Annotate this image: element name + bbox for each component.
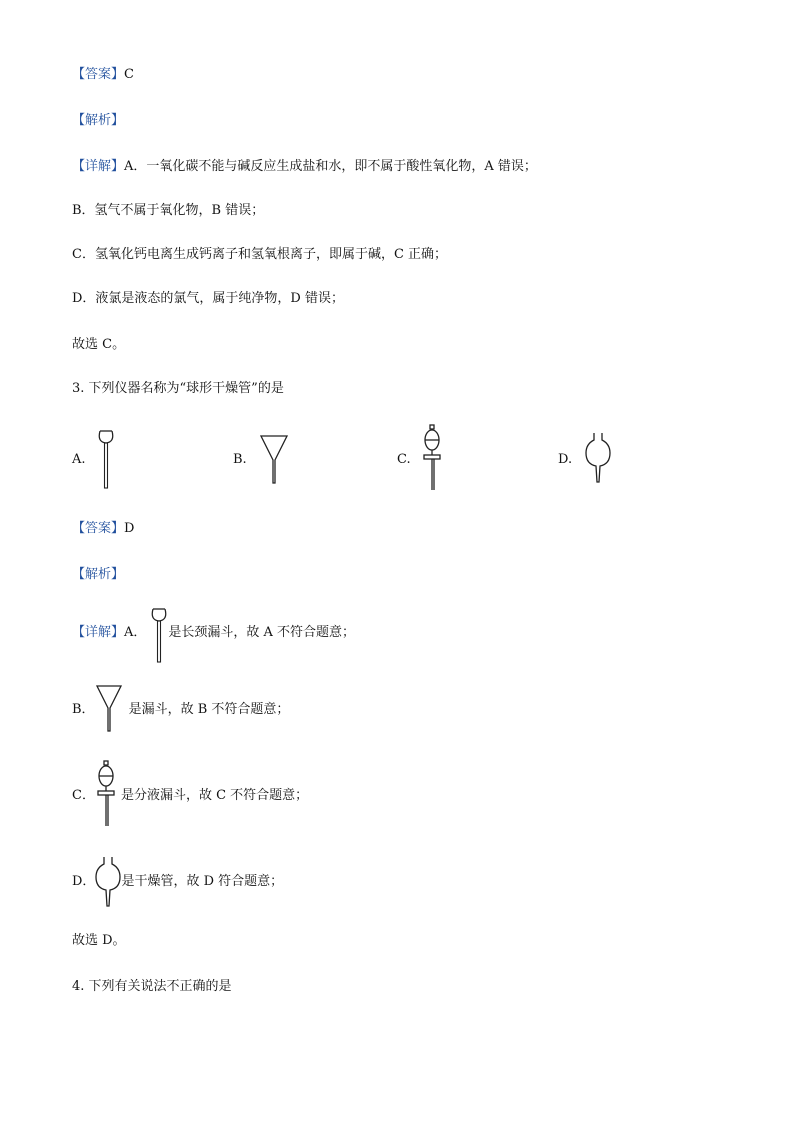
detail-tag: 【详解】 (72, 625, 125, 640)
answer-tag: 【答案】 (72, 67, 125, 82)
option-b-label: B. (233, 452, 247, 467)
detail-b-text: 是漏斗，故 B 不符合题意； (128, 702, 290, 717)
q3-detail-a (72, 624, 355, 642)
detail-c-text: 是分液漏斗，故 C 不符合题意； (120, 788, 309, 803)
q2-detail-a (72, 158, 537, 176)
funnel-icon (258, 434, 290, 486)
long-neck-funnel-icon (94, 424, 118, 490)
separatory-funnel-icon (92, 760, 120, 830)
option-c-label: C. (397, 452, 411, 467)
long-neck-funnel-icon (147, 602, 171, 664)
q4-stem: 4. 下列有关说法不正确的是 (72, 979, 232, 994)
q2-answer-line (72, 66, 134, 84)
option-a-label: A. (72, 452, 86, 467)
option-d-label: D. (558, 452, 573, 467)
q2-conclusion: 故选 C。 (72, 337, 126, 352)
detail-c-label: C． (72, 788, 95, 803)
detail-d-text: 是干燥管，故 D 符合题意； (121, 874, 284, 889)
drying-tube-icon (584, 432, 614, 486)
separatory-funnel-icon (418, 424, 446, 494)
answer-value: D (124, 521, 135, 536)
detail-a-text: A．一氧化碳不能与碱反应生成盐和水，即不属于酸性氧化物，A 错误； (124, 159, 537, 174)
q3-stem: 3. 下列仪器名称为“球形干燥管”的是 (72, 381, 284, 396)
detail-d-label: D． (72, 874, 96, 889)
detail-a-text: 是长颈漏斗，故 A 不符合题意； (168, 625, 356, 640)
answer-tag: 【答案】 (72, 521, 125, 536)
detail-tag: 【详解】 (72, 159, 125, 174)
q3-answer-line (72, 520, 134, 538)
answer-value: C (124, 67, 134, 82)
q3-conclusion: 故选 D。 (72, 933, 126, 948)
detail-b-label: B． (72, 702, 95, 717)
q2-detail-b: B．氢气不属于氧化物，B 错误； (72, 203, 265, 218)
funnel-icon (94, 684, 124, 734)
drying-tube-icon (94, 856, 124, 910)
q2-detail-c: C．氢氧化钙电离生成钙离子和氢氧根离子，即属于碱，C 正确； (72, 247, 448, 262)
q3-analysis-tag: 【解析】 (72, 567, 125, 582)
q2-analysis-tag: 【解析】 (72, 113, 125, 128)
detail-a-label: A． (124, 625, 147, 640)
q2-detail-d: D．液氯是液态的氯气，属于纯净物，D 错误； (72, 291, 344, 306)
